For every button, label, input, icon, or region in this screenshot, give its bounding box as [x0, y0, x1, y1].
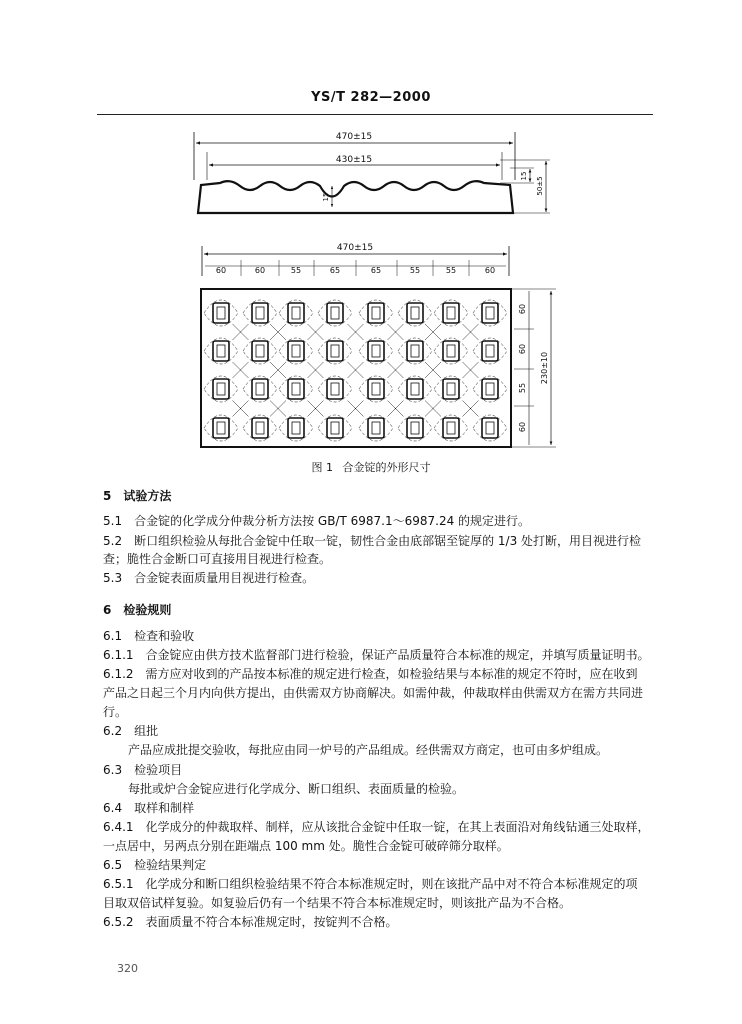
cell-recess: [368, 379, 384, 399]
cell-core: [217, 307, 225, 319]
column-dimension-label: 65: [370, 266, 382, 275]
cell-outline-curve: [473, 376, 507, 402]
ingot-elevation-view: [194, 132, 550, 213]
clause-6-4: 6.4 取样和制样: [103, 801, 195, 815]
cell-outline-curve: [359, 376, 393, 402]
cell-core: [411, 345, 419, 357]
cell-outline-curve: [434, 300, 468, 326]
clause-6-5-1-line1: 6.5.1 化学成分和断口组织检验结果不符合本标准规定时，则在该批产品中对不符合本标准规定的项: [103, 877, 638, 891]
cell-core: [372, 345, 380, 357]
plan-overall-length-label: 470±15: [336, 243, 374, 253]
cell-outline-curve: [473, 415, 507, 441]
cell-outline-curve: [434, 376, 468, 402]
clause-6-4-1-line1: 6.4.1 化学成分的仲裁取样、制样，应从该批合金锭中任取一锭，在其上表面沿对角线钻通三处取样，: [103, 820, 650, 834]
clause-6-5: 6.5 检验结果判定: [103, 858, 207, 872]
cell-core: [447, 422, 455, 434]
section-5-title: 5 试验方法: [103, 489, 172, 503]
cell-core: [486, 307, 494, 319]
cell-outline-curve: [398, 338, 432, 364]
cell-outline-curve: [359, 415, 393, 441]
cell-outline-curve: [318, 300, 352, 326]
clause-6-2-body: 产品应成批提交验收，每批应由同一炉号的产品组成。经供需双方商定，也可由多炉组成。: [128, 743, 609, 757]
cell-core: [447, 345, 455, 357]
cell-core: [256, 383, 264, 395]
cell-outline-curve: [318, 415, 352, 441]
cell-core: [217, 383, 225, 395]
clause-6-4-1-line2: 一点居中，另两点分别在距端点 100 mm 处。脆性合金锭可破碎筛分取样。: [103, 839, 509, 853]
cell-core: [411, 383, 419, 395]
ingot-dimension-figure: [0, 0, 742, 480]
cell-recess: [252, 303, 268, 323]
cell-core: [292, 383, 300, 395]
cell-outline-curve: [434, 415, 468, 441]
cell-recess: [443, 303, 459, 323]
cell-recess: [213, 379, 229, 399]
cell-recess: [407, 379, 423, 399]
standard-number-header: YS/T 282—2000: [311, 90, 431, 105]
cell-outline-curve: [204, 376, 238, 402]
cell-core: [256, 422, 264, 434]
cell-recess: [407, 418, 423, 438]
cell-outline-curve: [398, 300, 432, 326]
row-dimension-label: 60: [518, 421, 527, 433]
cell-outline-curve: [243, 376, 277, 402]
cell-outline-curve: [279, 338, 313, 364]
cell-outline-curve: [359, 300, 393, 326]
cell-outline-curve: [318, 376, 352, 402]
cell-recess: [482, 379, 498, 399]
cell-recess: [252, 379, 268, 399]
cell-recess: [327, 303, 343, 323]
cell-outline-curve: [279, 300, 313, 326]
cell-outline-curve: [204, 415, 238, 441]
cell-core: [486, 422, 494, 434]
row-dimension-label: 60: [518, 343, 527, 355]
cell-core: [372, 307, 380, 319]
cell-core: [331, 307, 339, 319]
cell-outline-curve: [398, 415, 432, 441]
clause-6-1: 6.1 检查和验收: [103, 629, 195, 643]
cell-outline-curve: [279, 415, 313, 441]
cell-core: [486, 383, 494, 395]
cell-outline-curve: [434, 338, 468, 364]
cell-recess: [368, 341, 384, 361]
cell-recess: [213, 303, 229, 323]
cell-recess: [327, 379, 343, 399]
overall-width-label: 230±10: [540, 351, 549, 385]
groove-depth-label: 15: [322, 192, 330, 202]
cell-recess: [327, 341, 343, 361]
cell-core: [331, 422, 339, 434]
ingot-plan-view: [201, 246, 556, 447]
cell-recess: [443, 341, 459, 361]
column-dimension-label: 60: [215, 266, 227, 275]
clause-5-2-line2: 查；脆性合金断口可直接用目视进行检查。: [103, 552, 332, 566]
cell-recess: [288, 379, 304, 399]
cell-outline-curve: [279, 376, 313, 402]
cell-core: [331, 383, 339, 395]
cell-core: [486, 345, 494, 357]
cell-recess: [288, 303, 304, 323]
cell-recess: [288, 418, 304, 438]
cell-core: [447, 383, 455, 395]
cell-recess: [443, 379, 459, 399]
cell-core: [292, 422, 300, 434]
cell-recess: [252, 418, 268, 438]
cell-recess: [213, 341, 229, 361]
row-dimension-label: 60: [518, 303, 527, 315]
cell-recess: [482, 418, 498, 438]
clause-6-3-body: 每批或炉合金锭应进行化学成分、断口组织、表面质量的检验。: [128, 782, 465, 796]
cell-core: [372, 422, 380, 434]
clause-6-2: 6.2 组批: [103, 724, 159, 738]
cell-outline-curve: [473, 300, 507, 326]
clause-6-5-1-line2: 目取双倍试样复验。如复验后仍有一个结果不符合本标准规定时，则该批产品为不合格。: [103, 896, 572, 910]
cell-recess: [482, 303, 498, 323]
cell-core: [447, 307, 455, 319]
total-height-label: 50±5: [536, 176, 544, 196]
cell-outline-curve: [204, 338, 238, 364]
cell-recess: [443, 418, 459, 438]
column-dimension-label: 55: [290, 266, 302, 275]
cell-outline-curve: [359, 338, 393, 364]
small-height-label: 15: [520, 171, 528, 181]
column-dimension-label: 65: [329, 266, 341, 275]
cell-core: [411, 307, 419, 319]
cell-outline-curve: [243, 300, 277, 326]
cell-outline-curve: [473, 338, 507, 364]
cell-recess: [482, 341, 498, 361]
figure-title: 合金锭的外形尺寸: [342, 461, 431, 474]
cell-core: [217, 345, 225, 357]
cell-recess: [368, 303, 384, 323]
cell-core: [256, 345, 264, 357]
cell-core: [256, 307, 264, 319]
cell-core: [217, 422, 225, 434]
column-dimension-label: 60: [484, 266, 496, 275]
clause-6-1-1: 6.1.1 合金锭应由供方技术监督部门进行检验，保证产品质量符合本标准的规定，并填写质量证明书。: [103, 648, 650, 662]
cell-core: [292, 307, 300, 319]
clause-6-5-2: 6.5.2 表面质量不符合本标准规定时，按锭判不合格。: [103, 915, 398, 929]
cell-recess: [407, 341, 423, 361]
clause-5-1: 5.1 合金锭的化学成分仲裁分析方法按 GB/T 6987.1～6987.24 的规定进行。: [103, 514, 531, 528]
cell-core: [372, 383, 380, 395]
column-dimension-label: 60: [254, 266, 266, 275]
section-6-title: 6 检验规则: [103, 603, 172, 617]
cell-outline-curve: [243, 338, 277, 364]
figure-caption: [0, 459, 742, 475]
cell-outline-curve: [243, 415, 277, 441]
clause-6-1-2-line2: 产品之日起三个月内向供方提出，由供需双方协商解决。如需仲裁，仲裁取样由供需双方在需方共同进: [103, 686, 644, 700]
cell-recess: [288, 341, 304, 361]
cell-recess: [213, 418, 229, 438]
cell-recess: [252, 341, 268, 361]
cell-outline-curve: [204, 300, 238, 326]
ingot-cell-grid: [204, 300, 507, 441]
clause-6-1-2-line3: 行。: [103, 705, 128, 719]
clause-5-3: 5.3 合金锭表面质量用目视进行检查。: [103, 571, 315, 585]
clause-5-2-line1: 5.2 断口组织检验从每批合金锭中任取一锭，韧性合金由底部锯至锭厚的 1/3 处打断，用目视进行检: [103, 534, 642, 548]
overall-length-label: 470±15: [335, 132, 373, 142]
cell-recess: [407, 303, 423, 323]
cell-core: [331, 345, 339, 357]
cell-core: [411, 422, 419, 434]
cell-outline-curve: [318, 338, 352, 364]
figure-number: 图 1: [311, 461, 333, 474]
clause-6-3: 6.3 检验项目: [103, 763, 183, 777]
row-dimension-label: 55: [518, 382, 527, 394]
inner-length-label: 430±15: [335, 155, 373, 165]
column-dimension-label: 55: [445, 266, 457, 275]
cell-outline-curve: [398, 376, 432, 402]
clause-6-1-2-line1: 6.1.2 需方应对收到的产品按本标准的规定进行检查，如检验结果与本标准的规定不符时，应在收到: [103, 667, 638, 681]
cell-recess: [368, 418, 384, 438]
cell-core: [292, 345, 300, 357]
column-dimension-label: 55: [409, 266, 421, 275]
cell-recess: [327, 418, 343, 438]
page-number: 320: [117, 962, 138, 975]
